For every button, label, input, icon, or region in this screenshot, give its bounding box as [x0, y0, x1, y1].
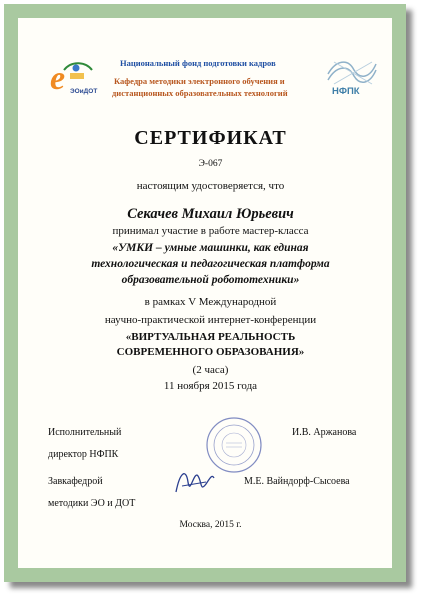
place-year: Москва, 2015 г. [179, 520, 242, 530]
signatory-1-name: И.В. Аржанова [292, 427, 357, 438]
department-line-1: Кафедра методики электронного обучения и [114, 76, 285, 86]
context-line-1: в рамках V Международной [144, 296, 277, 308]
certificate-number: Э-067 [198, 159, 223, 169]
certificate-title: СЕРТИФИКАТ [134, 127, 287, 149]
signatory-2-name: М.Е. Вайндорф-Сысоева [244, 476, 350, 487]
signatory-2-title-line-1: Завкафедрой [48, 476, 103, 487]
logo-right-label: НФПК [332, 86, 360, 96]
signatory-1-title-line-2: директор НФПК [48, 449, 119, 460]
date-line: 11 ноября 2015 года [163, 380, 258, 392]
signatory-1-title-line-1: Исполнительный [48, 427, 122, 438]
logo-left-label: ЭОиДОТ [70, 88, 98, 95]
recipient-name: Секачев Михаил Юрьевич [127, 206, 294, 222]
masterclass-title-line-3: образовательной робототехники» [121, 274, 300, 286]
nfpk-logo [324, 54, 380, 96]
intro-line: настоящим удостоверяется, что [136, 180, 285, 192]
context-line-2: научно-практической интернет-конференции [104, 314, 317, 326]
eoidot-logo [46, 56, 108, 96]
signatory-2-title-line-2: методики ЭО и ДОТ [48, 498, 136, 509]
conference-title-line-2: СОВРЕМЕННОГО ОБРАЗОВАНИЯ» [116, 346, 305, 358]
conference-title-line-1: «ВИРТУАЛЬНАЯ РЕАЛЬНОСТЬ [125, 331, 296, 343]
department-line-2: дистанционных образовательных технологий [112, 88, 288, 98]
handwritten-signature-icon [172, 462, 218, 502]
org-name: Национальный фонд подготовки кадров [120, 58, 276, 68]
participation-line: принимал участие в работе мастер-класса [112, 225, 309, 237]
svg-text:e: e [50, 60, 66, 96]
masterclass-title-line-2: технологическая и педагогическая платформа [91, 258, 330, 270]
masterclass-title-line-1: «УМКИ – умные машинки, как единая [112, 242, 309, 254]
hours-line: (2 часа) [192, 364, 229, 376]
